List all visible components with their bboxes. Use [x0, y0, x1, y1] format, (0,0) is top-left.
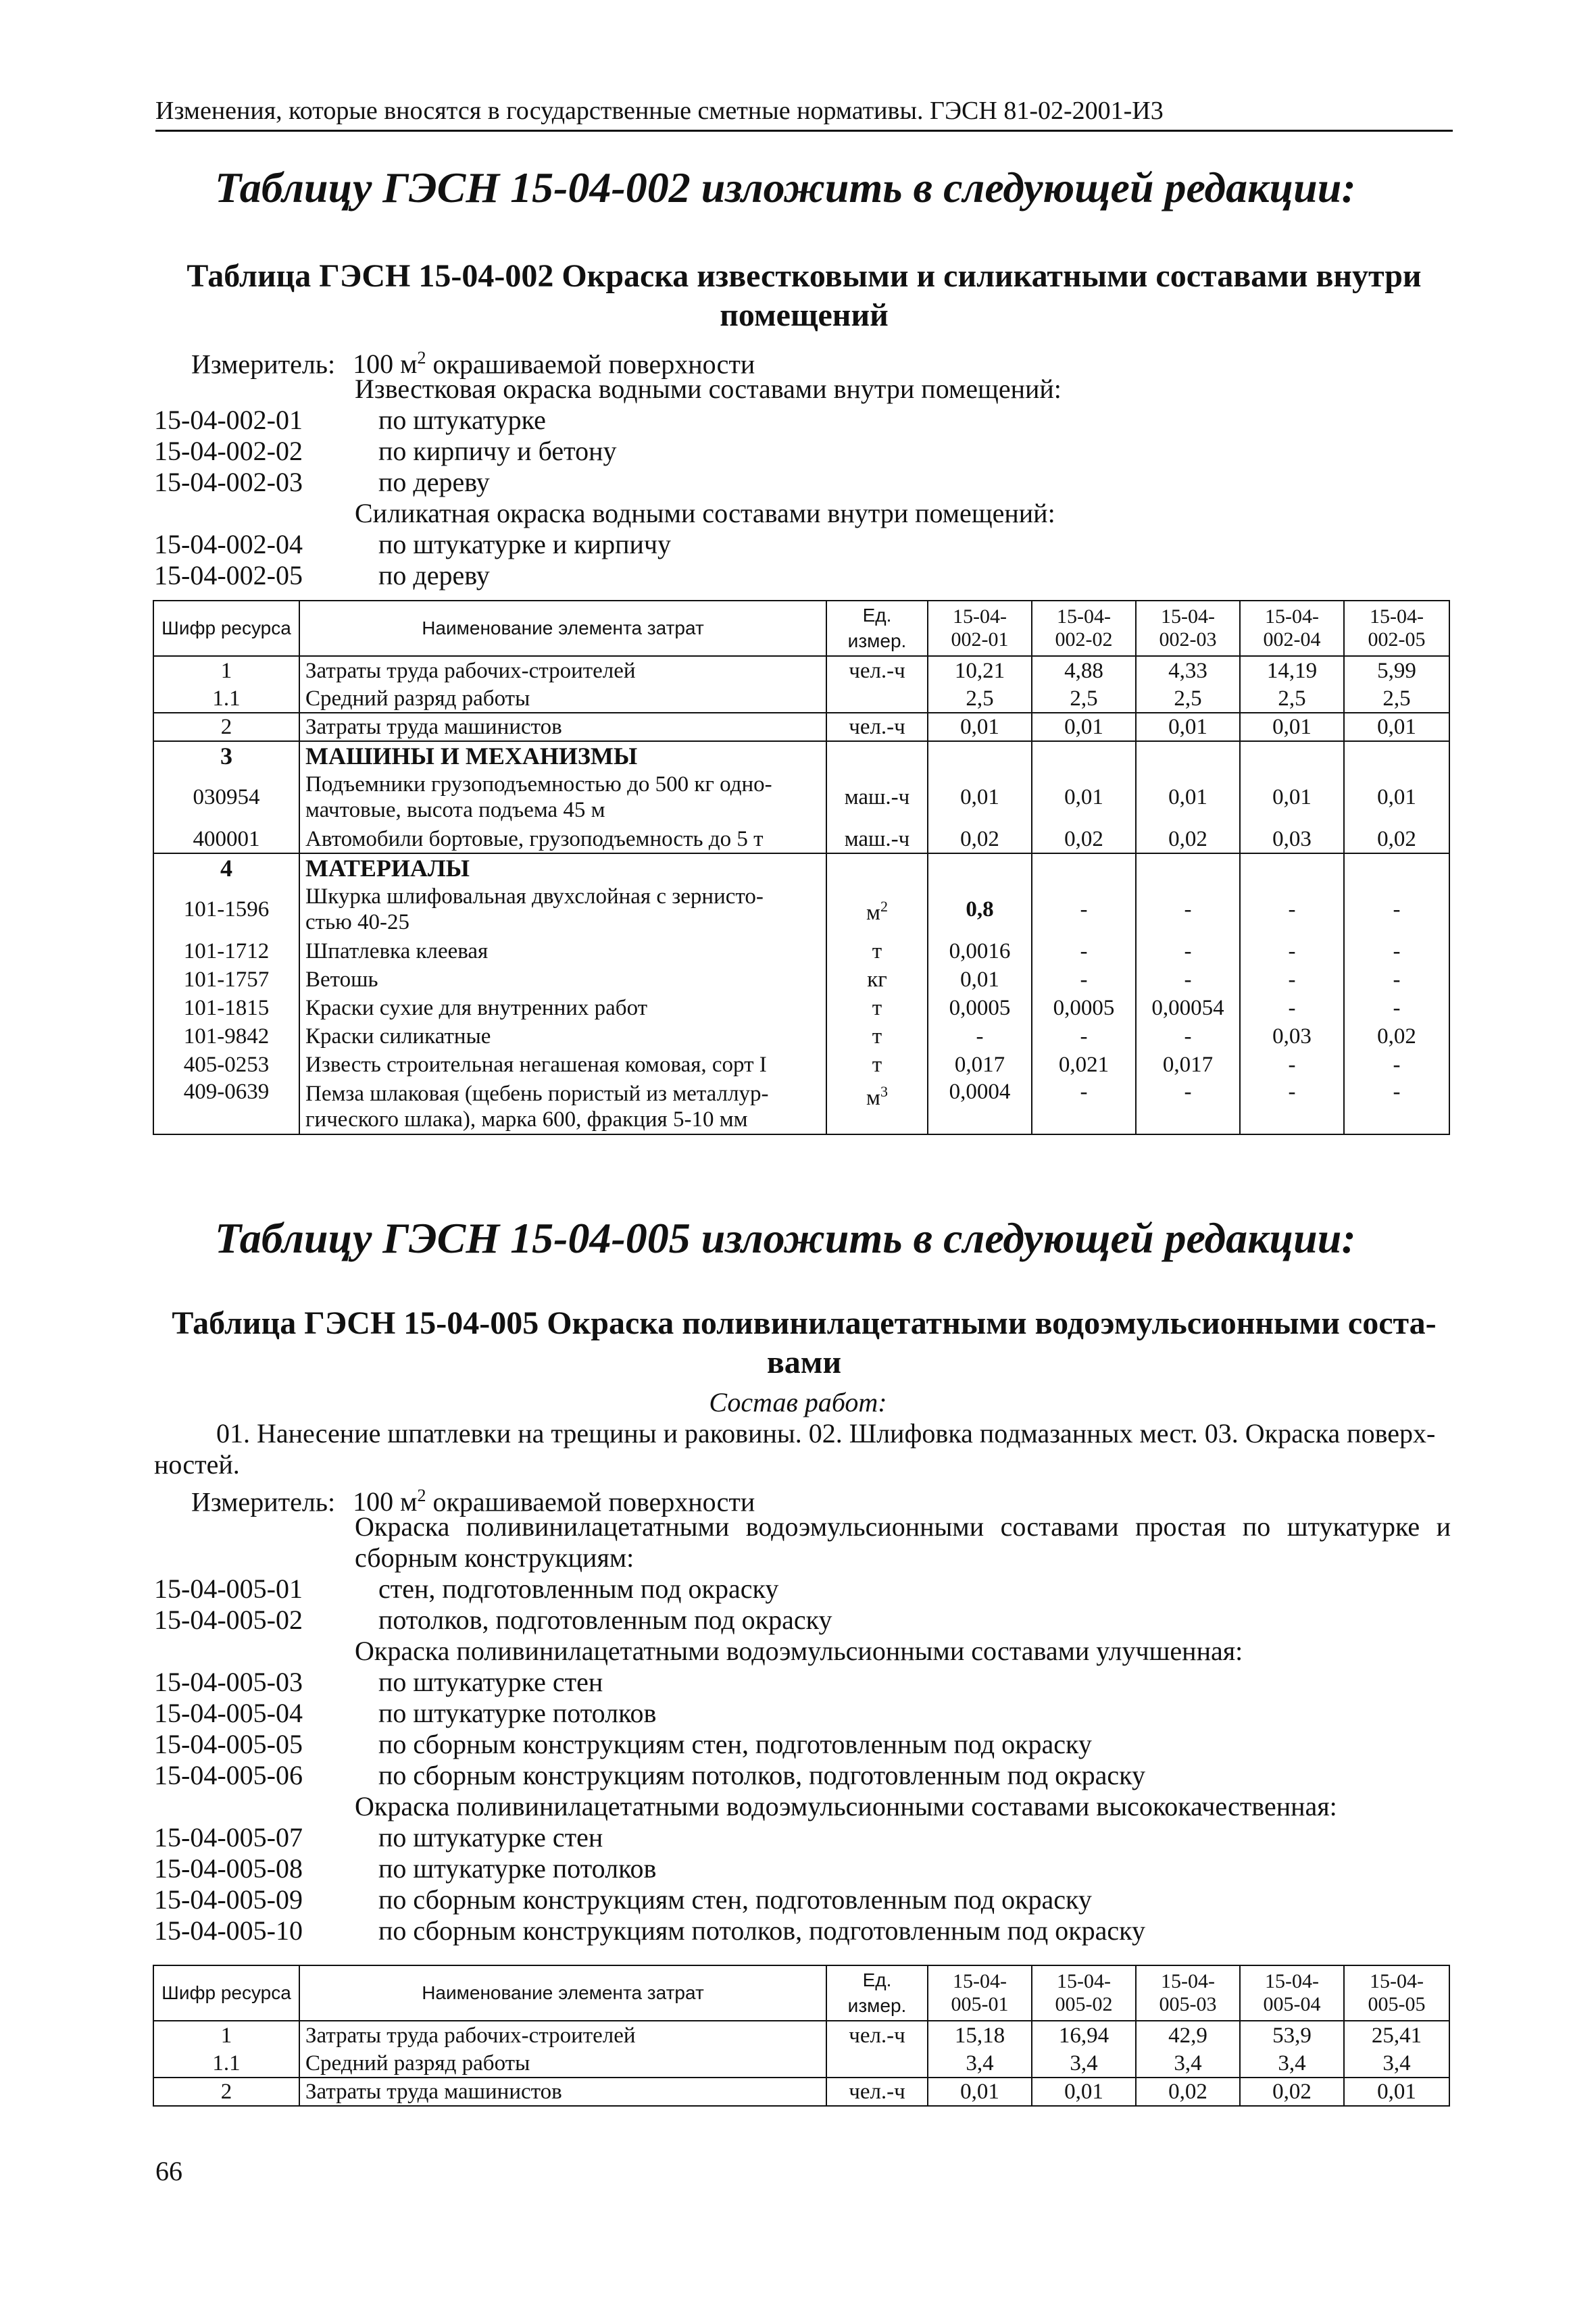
cell-unit: т	[826, 1022, 928, 1051]
table-row	[153, 1051, 1449, 1079]
table-row	[153, 684, 1449, 713]
cell-unit: т	[826, 937, 928, 965]
col-header-name: Наименование элемента затрат	[299, 1965, 826, 2021]
cell-name: Краски силикатные	[299, 1022, 826, 1051]
cell-value: 0,01	[1136, 770, 1240, 825]
section-row	[153, 853, 1449, 882]
cell-value: 2,5	[1344, 684, 1449, 713]
col-header-norm: 15-04- 002-02	[1032, 601, 1136, 656]
cell-value: 0,0004	[928, 1079, 1032, 1134]
col-header-norm: 15-04- 005-04	[1240, 1965, 1344, 2021]
cell-name: Краски сухие для внутренних работ	[299, 994, 826, 1022]
cell-value: -	[1032, 1022, 1136, 1051]
table-header-row	[153, 1965, 1449, 2021]
cell-value: -	[1136, 965, 1240, 994]
cell-value: 0,01	[1032, 770, 1136, 825]
cell-value: 0,02	[1032, 825, 1136, 853]
table-row	[153, 882, 1449, 937]
cell-value: -	[1240, 965, 1344, 994]
norm-code: 15-04-005-04	[154, 1698, 303, 1728]
cell-value: -	[1136, 882, 1240, 937]
cell-name: Затраты труда рабочих-строителей	[299, 2021, 826, 2049]
section-heading: МАШИНЫ И МЕХАНИЗМЫ	[299, 741, 826, 770]
norm-desc: по дереву	[378, 560, 490, 590]
norm-code: 15-04-005-05	[154, 1729, 303, 1759]
table-row	[153, 656, 1449, 684]
cell-value: -	[1344, 1079, 1449, 1134]
norm-code: 15-04-005-02	[154, 1605, 303, 1635]
norm-code: 15-04-002-05	[154, 560, 303, 590]
work-composition-label: Состав работ:	[709, 1387, 887, 1417]
cell-name: Автомобили бортовые, грузоподъемность до 5 т	[299, 825, 826, 853]
cell-value: 0,01	[928, 965, 1032, 994]
cell-value: 2,5	[1136, 684, 1240, 713]
cell-value: 0,02	[1344, 825, 1449, 853]
table-row	[153, 2049, 1449, 2078]
cell-code: 2	[153, 2078, 299, 2106]
col-header-unit: Ед. измер.	[826, 1965, 928, 2021]
norm-desc: по сборным конструкциям потолков, подготовленным под окраску	[378, 1915, 1146, 1946]
cell-code: 1	[153, 656, 299, 684]
cell-value: 15,18	[928, 2021, 1032, 2049]
norm-desc: по штукатурке потолков	[378, 1698, 657, 1728]
cell-unit: маш.-ч	[826, 770, 928, 825]
cell-code: 405-0253	[153, 1051, 299, 1079]
section-row	[153, 741, 1449, 770]
page-number: 66	[155, 2156, 182, 2186]
cell-unit: маш.-ч	[826, 825, 928, 853]
cell-value: 0,01	[928, 713, 1032, 741]
section2-group1-line1: Окраска поливинилацетатными водоэмульсионными составами простая по штукатурке и	[355, 1511, 1451, 1542]
table-row	[153, 825, 1449, 853]
cell-value: -	[1240, 994, 1344, 1022]
work-composition-line2: ностей.	[154, 1449, 240, 1480]
cell-value: 14,19	[1240, 656, 1344, 684]
norm-code: 15-04-002-03	[154, 467, 303, 497]
norm-code: 15-04-002-01	[154, 405, 303, 435]
cell-value: 0,02	[1240, 2078, 1344, 2106]
cell-unit: $м^2$	[826, 882, 928, 937]
col-header-norm: 15-04- 002-03	[1136, 601, 1240, 656]
norm-desc: по дереву	[378, 467, 490, 497]
cell-value: 0,0016	[928, 937, 1032, 965]
table-row	[153, 1022, 1449, 1051]
measure-value: 100 м	[353, 349, 418, 380]
cell-value: 0,01	[928, 770, 1032, 825]
measure-sup: 2	[417, 348, 426, 368]
norm-code: 15-04-002-02	[154, 436, 303, 466]
cell-value: -	[1344, 1051, 1449, 1079]
section1-group1: Известковая окраска водными составами внутри помещений:	[355, 374, 1062, 404]
cell-value: 0,01	[1032, 713, 1136, 741]
cell-value: -	[1240, 1051, 1344, 1079]
norm-code: 15-04-005-10	[154, 1915, 303, 1946]
cell-code: 101-9842	[153, 1022, 299, 1051]
cell-value: 0,01	[1136, 713, 1240, 741]
cell-value: 4,88	[1032, 656, 1136, 684]
cell-unit: чел.-ч	[826, 713, 928, 741]
cell-name: Затраты труда машинистов	[299, 713, 826, 741]
cell-name: Средний разряд работы	[299, 684, 826, 713]
col-header-norm: 15-04- 002-05	[1344, 601, 1449, 656]
col-header-code: Шифр ресурса	[153, 1965, 299, 2021]
col-header-name: Наименование элемента затрат	[299, 601, 826, 656]
cell-value: 0,01	[1240, 713, 1344, 741]
cell-value: 0,01	[1344, 2078, 1449, 2106]
norm-code: 15-04-005-07	[154, 1822, 303, 1853]
cell-code: 101-1757	[153, 965, 299, 994]
cell-name: Пемза шлаковая (щебень пористый из металлур- гического шлака), марка 600, фракция 5-10 мм	[299, 1079, 826, 1134]
cell-unit: т	[826, 1051, 928, 1079]
cell-code: 409-0639	[153, 1079, 299, 1134]
cell-value: 0,01	[1240, 770, 1344, 825]
section1-title-line2: помещений	[720, 297, 889, 333]
resource-table-1	[153, 600, 1450, 1135]
cell-name: Подъемники грузоподъемностью до 500 кг одно- мачтовые, высота подъема 45 м	[299, 770, 826, 825]
cell-value: 10,21	[928, 656, 1032, 684]
cell-value: -	[1032, 965, 1136, 994]
cell-value: 3,4	[1344, 2049, 1449, 2078]
norm-code: 15-04-005-03	[154, 1667, 303, 1697]
cell-unit: кг	[826, 965, 928, 994]
measure-label: Измеритель:	[191, 1486, 336, 1517]
cell-value: 0,01	[1344, 770, 1449, 825]
running-header: Изменения, которые вносятся в государственные сметные нормативы. ГЭСН 81-02-2001-И3	[155, 95, 1453, 132]
col-header-norm: 15-04- 005-03	[1136, 1965, 1240, 2021]
cell-value: -	[1344, 937, 1449, 965]
section2-title-line2: вами	[766, 1344, 842, 1380]
cell-value: 0,0005	[1032, 994, 1136, 1022]
cell-value: 2,5	[1240, 684, 1344, 713]
table-row	[153, 937, 1449, 965]
cell-value: 0,0005	[928, 994, 1032, 1022]
cell-value: -	[1136, 937, 1240, 965]
cell-name: Средний разряд работы	[299, 2049, 826, 2078]
cell-value: -	[1032, 882, 1136, 937]
cell-value: 5,99	[1344, 656, 1449, 684]
table-row	[153, 2078, 1449, 2106]
cell-value: 0,01	[1344, 713, 1449, 741]
norm-desc: по сборным конструкциям стен, подготовленным под окраску	[378, 1884, 1092, 1915]
cell-code: 101-1815	[153, 994, 299, 1022]
cell-code: 2	[153, 713, 299, 741]
cell-value: -	[1136, 1079, 1240, 1134]
norm-code: 15-04-005-06	[154, 1760, 303, 1790]
cell-value: 0,03	[1240, 1022, 1344, 1051]
measure-value: 100 м	[353, 1486, 418, 1517]
cell-value: 25,41	[1344, 2021, 1449, 2049]
cell-value: -	[1344, 965, 1449, 994]
col-header-norm: 15-04- 005-02	[1032, 1965, 1136, 2021]
measure-sup: 2	[417, 1486, 426, 1505]
cell-value: 0,02	[1136, 825, 1240, 853]
col-header-code: Шифр ресурса	[153, 601, 299, 656]
cell-value: 0,017	[928, 1051, 1032, 1079]
cell-name: Известь строительная негашеная комовая, сорт I	[299, 1051, 826, 1079]
cell-value: 0,02	[1136, 2078, 1240, 2106]
cell-code: 400001	[153, 825, 299, 853]
cell-value: 0,01	[928, 2078, 1032, 2106]
table-row	[153, 2021, 1449, 2049]
section2-group1-line2: сборным конструкциям:	[355, 1542, 634, 1573]
norm-desc: по сборным конструкциям потолков, подготовленным под окраску	[378, 1760, 1146, 1790]
cell-value: 0,021	[1032, 1051, 1136, 1079]
norm-code: 15-04-005-01	[154, 1574, 303, 1604]
norm-desc: по штукатурке	[378, 405, 546, 435]
section2-title	[155, 1304, 1453, 1382]
cell-name: Шпатлевка клеевая	[299, 937, 826, 965]
cell-value: -	[1136, 1022, 1240, 1051]
norm-desc: стен, подготовленным под окраску	[378, 1574, 779, 1604]
col-header-norm: 15-04- 002-01	[928, 601, 1032, 656]
norm-desc: по штукатурке потолков	[378, 1853, 657, 1884]
cell-code: 3	[153, 741, 299, 770]
col-header-unit: Ед. измер.	[826, 601, 928, 656]
cell-code: 1	[153, 2021, 299, 2049]
cell-code: 1.1	[153, 684, 299, 713]
section1-group2: Силикатная окраска водными составами внутри помещений:	[355, 498, 1055, 528]
section2-instruction: Таблицу ГЭСН 15-04-005 изложить в следующей редакции:	[215, 1214, 1356, 1262]
table-row	[153, 965, 1449, 994]
cell-code: 4	[153, 853, 299, 882]
cell-unit: чел.-ч	[826, 656, 928, 684]
cell-value: -	[1344, 882, 1449, 937]
cell-value: -	[1240, 882, 1344, 937]
cell-value: 0,02	[1344, 1022, 1449, 1051]
norm-desc: по кирпичу и бетону	[378, 436, 617, 466]
cell-name: Затраты труда машинистов	[299, 2078, 826, 2106]
cell-value: 3,4	[928, 2049, 1032, 2078]
cell-name: Ветошь	[299, 965, 826, 994]
table-row	[153, 994, 1449, 1022]
cell-value: -	[1240, 1079, 1344, 1134]
cell-value: 0,01	[1032, 2078, 1136, 2106]
table-header-row	[153, 601, 1449, 656]
cell-name: Шкурка шлифовальная двухслойная с зернисто- стью 40-25	[299, 882, 826, 937]
cell-code: 101-1596	[153, 882, 299, 937]
col-header-norm: 15-04- 005-05	[1344, 1965, 1449, 2021]
norm-code: 15-04-002-04	[154, 529, 303, 559]
measure-label: Измеритель:	[191, 349, 336, 380]
cell-value: -	[1344, 994, 1449, 1022]
table-row	[153, 1079, 1449, 1134]
cell-value: -	[1032, 937, 1136, 965]
cell-code: 1.1	[153, 2049, 299, 2078]
cell-code: 101-1712	[153, 937, 299, 965]
cell-value: 0,03	[1240, 825, 1344, 853]
norm-desc: по штукатурке стен	[378, 1822, 603, 1853]
cell-unit: т	[826, 994, 928, 1022]
norm-desc: по сборным конструкциям стен, подготовленным под окраску	[378, 1729, 1092, 1759]
cell-value: 3,4	[1136, 2049, 1240, 2078]
cell-value: 0,017	[1136, 1051, 1240, 1079]
norm-desc: потолков, подготовленным под окраску	[378, 1605, 832, 1635]
cell-value: 0,00054	[1136, 994, 1240, 1022]
cell-value: 3,4	[1032, 2049, 1136, 2078]
table-row	[153, 770, 1449, 825]
work-composition-line1: 01. Нанесение шпатлевки на трещины и раковины. 02. Шлифовка подмазанных мест. 03. Окраска поверх-	[216, 1418, 1436, 1449]
cell-code: 030954	[153, 770, 299, 825]
cell-value: 2,5	[1032, 684, 1136, 713]
measure-rest: окрашиваемой поверхности	[426, 1486, 755, 1517]
cell-value: 53,9	[1240, 2021, 1344, 2049]
cell-unit	[826, 684, 928, 713]
section1-title	[155, 257, 1453, 335]
table-row	[153, 713, 1449, 741]
cell-value: 16,94	[1032, 2021, 1136, 2049]
resource-table-2	[153, 1965, 1450, 2107]
norm-desc: по штукатурке стен	[378, 1667, 603, 1697]
section1-instruction: Таблицу ГЭСН 15-04-002 изложить в следующей редакции:	[215, 164, 1356, 211]
cell-value: 0,8	[928, 882, 1032, 937]
section2-group3: Окраска поливинилацетатными водоэмульсионными составами высококачественная:	[355, 1791, 1337, 1821]
measure-rest: окрашиваемой поверхности	[426, 349, 755, 380]
cell-value: 42,9	[1136, 2021, 1240, 2049]
cell-value: 2,5	[928, 684, 1032, 713]
cell-value: 3,4	[1240, 2049, 1344, 2078]
cell-value: 4,33	[1136, 656, 1240, 684]
norm-desc: по штукатурке и кирпичу	[378, 529, 672, 559]
cell-value: -	[1032, 1079, 1136, 1134]
cell-value: -	[928, 1022, 1032, 1051]
cell-value: -	[1240, 937, 1344, 965]
col-header-norm: 15-04- 005-01	[928, 1965, 1032, 2021]
cell-unit: чел.-ч	[826, 2021, 928, 2049]
norm-code: 15-04-005-09	[154, 1884, 303, 1915]
section-heading: МАТЕРИАЛЫ	[299, 853, 826, 882]
col-header-norm: 15-04- 002-04	[1240, 601, 1344, 656]
section1-title-line1: Таблица ГЭСН 15-04-002 Окраска известковыми и силикатными составами внутри	[186, 258, 1422, 294]
cell-name: Затраты труда рабочих-строителей	[299, 656, 826, 684]
section2-title-line1: Таблица ГЭСН 15-04-005 Окраска поливинилацетатными водоэмульсионными соста-	[172, 1305, 1437, 1341]
section2-group2: Окраска поливинилацетатными водоэмульсионными составами улучшенная:	[355, 1636, 1243, 1666]
cell-value: 0,02	[928, 825, 1032, 853]
cell-unit: $м^3$	[826, 1079, 928, 1134]
cell-unit: чел.-ч	[826, 2078, 928, 2106]
norm-code: 15-04-005-08	[154, 1853, 303, 1884]
cell-unit	[826, 2049, 928, 2078]
